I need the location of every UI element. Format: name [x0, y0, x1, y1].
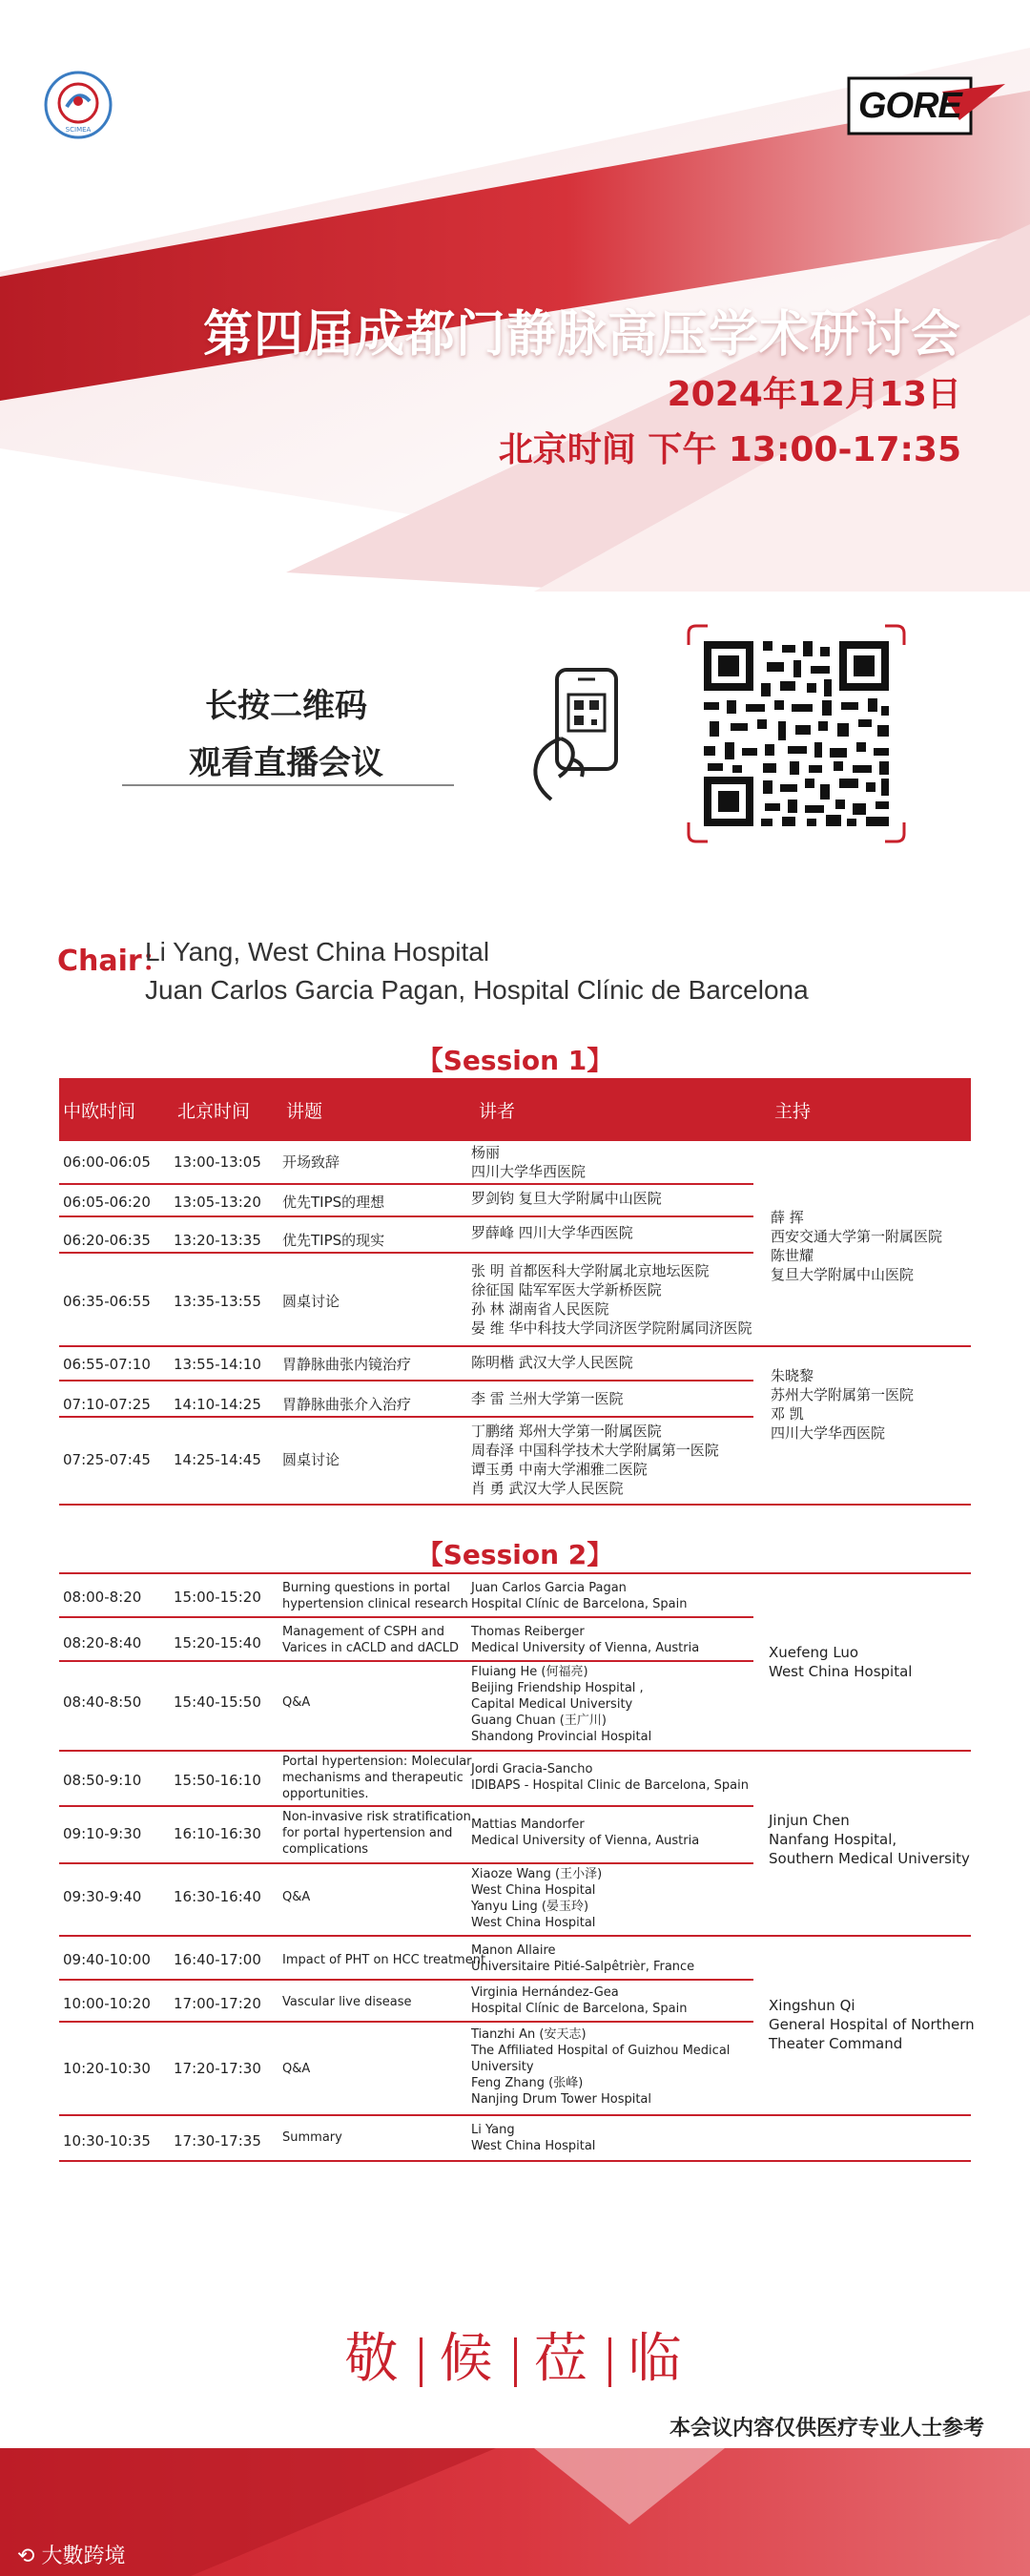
welcome-char: 莅: [533, 2328, 591, 2390]
s2-row-speaker: West China Hospital: [471, 1883, 596, 1898]
s2-host-text: Xingshun Qi: [769, 1997, 855, 2014]
s2-row-topic: Portal hypertension: Molecular: [282, 1755, 472, 1769]
session-2-title: 【Session 2】: [416, 1539, 614, 1570]
s1-row-eu-time: 06:35-06:55: [63, 1293, 151, 1310]
row-divider: [59, 1416, 753, 1418]
row-divider: [59, 1979, 753, 1981]
watermark-text: 大數跨境: [41, 2545, 126, 2568]
s1-row-speaker: 罗剑钧 复旦大学附属中山医院: [471, 1190, 662, 1207]
s2-row-speaker: Feng Zhang (张峰): [471, 2076, 584, 2090]
s2-row-time-a: 08:00-8:20: [63, 1589, 142, 1606]
s2-row-time-a: 09:10-9:30: [63, 1825, 142, 1842]
s2-row-time-b: 16:10-16:30: [174, 1825, 261, 1842]
s1-row-speaker: 张 明 首都医科大学附属北京地坛医院: [471, 1262, 710, 1279]
s2-row-time-b: 16:40-17:00: [174, 1951, 261, 1968]
s2-row-speaker: Medical University of Vienna, Austria: [471, 1641, 700, 1655]
s2-row-speaker: Yanyu Ling (晏玉玲): [471, 1900, 589, 1914]
s2-row-topic: opportunities.: [282, 1787, 369, 1801]
qr-instruction-line1: 长按二维码: [205, 687, 367, 725]
event-date: 2024年12月13日: [667, 375, 961, 414]
s2-row-time-b: 17:30-17:35: [174, 2132, 261, 2150]
s1-row-speaker: 肖 勇 武汉大学人民医院: [471, 1480, 624, 1497]
s2-host-text: Xuefeng Luo: [769, 1644, 859, 1661]
row-divider: [59, 2114, 971, 2116]
s2-row-time-b: 15:20-15:40: [174, 1634, 261, 1652]
s1-row-eu-time: 06:05-06:20: [63, 1194, 151, 1211]
s2-row-speaker: Mattias Mandorfer: [471, 1818, 585, 1832]
s2-row-speaker: University: [471, 2060, 534, 2074]
s1-host-text: 陈世耀: [771, 1247, 814, 1264]
chair-line-2: Juan Carlos Garcia Pagan, Hospital Clínic de Barcelona: [145, 975, 809, 1005]
s1-row-bj-time: 13:05-13:20: [174, 1194, 261, 1211]
s1-row-eu-time: 07:25-07:45: [63, 1451, 151, 1468]
s2-row-speaker: The Affiliated Hospital of Guizhou Medical: [471, 2044, 731, 2058]
welcome-char: 临: [628, 2328, 686, 2390]
welcome-banner: [0, 2316, 1030, 2393]
col-speaker: 讲者: [479, 1101, 516, 1122]
phone-scan-icon: [523, 664, 629, 805]
s1-row-topic: 圆桌讨论: [282, 1451, 340, 1468]
s2-row-time-a: 10:20-10:30: [63, 2060, 151, 2077]
s2-row-speaker: Manon Allaire: [471, 1943, 556, 1958]
s2-host-text: West China Hospital: [769, 1663, 913, 1680]
s1-row-speaker: 四川大学华西医院: [471, 1163, 587, 1180]
s2-row-topic: mechanisms and therapeutic: [282, 1771, 464, 1785]
s1-host-text: 薛 挥: [771, 1209, 804, 1226]
s1-row-topic: 胃静脉曲张介入治疗: [282, 1396, 412, 1413]
s2-row-topic: Non-invasive risk stratification: [282, 1810, 471, 1824]
s2-row-speaker: West China Hospital: [471, 2139, 596, 2153]
s1-row-eu-time: 06:20-06:35: [63, 1232, 151, 1249]
s2-row-time-b: 15:50-16:10: [174, 1772, 261, 1789]
s1-row-eu-time: 06:00-06:05: [63, 1153, 151, 1171]
s1-row-speaker: 丁鹏绪 郑州大学第一附属医院: [471, 1423, 662, 1440]
s2-row-speaker: Fluiang He (何福亮): [471, 1665, 588, 1679]
qr-divider: [122, 784, 454, 786]
s2-row-speaker: West China Hospital: [471, 1916, 596, 1930]
s2-row-speaker: Nanjing Drum Tower Hospital: [471, 2092, 652, 2107]
s2-row-topic: complications: [282, 1842, 369, 1857]
live-qr-code[interactable]: [687, 624, 906, 843]
row-divider: [59, 1805, 753, 1807]
s1-row-speaker: 徐征国 陆军军医大学新桥医院: [471, 1281, 662, 1298]
s2-row-speaker: Tianzhi An (安天志): [471, 2027, 587, 2042]
s2-row-speaker: IDIBAPS - Hospital Clinic de Barcelona, Spain: [471, 1778, 749, 1793]
footer-background: [0, 2448, 1030, 2576]
s2-row-time-b: 15:00-15:20: [174, 1589, 261, 1606]
s2-row-speaker: Beijing Friendship Hospital ,: [471, 1681, 644, 1695]
s1-row-eu-time: 07:10-07:25: [63, 1396, 151, 1413]
s2-row-topic: Management of CSPH and: [282, 1625, 444, 1639]
row-divider: [59, 2021, 753, 2023]
event-time: 北京时间 下午 13:00-17:35: [498, 430, 961, 469]
s2-row-topic: Varices in cACLD and dACLD: [282, 1641, 459, 1655]
row-divider: [59, 1616, 753, 1618]
s1-row-topic: 开场致辞: [282, 1153, 340, 1171]
s2-row-speaker: Guang Chuan (王广川): [471, 1714, 607, 1728]
s2-row-speaker: Xiaoze Wang (王小泽): [471, 1867, 603, 1881]
col-bj-time: 北京时间: [177, 1101, 251, 1122]
welcome-char: 候: [439, 2328, 497, 2390]
s1-row-speaker: 陈明楷 武汉大学人民医院: [471, 1354, 633, 1371]
s2-row-topic: Q&A: [282, 2062, 311, 2076]
s2-row-topic: Q&A: [282, 1695, 311, 1710]
s1-row-speaker: 晏 维 华中科技大学同济医学院附属同济医院: [471, 1319, 752, 1337]
s1-host-text: 邓 凯: [771, 1405, 804, 1423]
event-title: 第四届成都门静脉高压学术研讨会: [202, 306, 961, 364]
s1-host-text: 朱晓黎: [771, 1367, 814, 1384]
row-divider: [59, 1572, 971, 1574]
s1-row-speaker: 李 雷 兰州大学第一医院: [471, 1390, 624, 1407]
s2-row-speaker: Virginia Hernández-Gea: [471, 1985, 619, 2000]
s2-row-time-b: 15:40-15:50: [174, 1693, 261, 1711]
scimea-logo-text: SCIMEA: [65, 126, 92, 134]
s1-row-speaker: 杨丽: [471, 1144, 501, 1161]
watermark: [17, 2540, 125, 2569]
row-divider: [59, 1252, 753, 1254]
chair-line-1: Li Yang, West China Hospital: [145, 937, 490, 966]
s2-row-time-b: 16:30-16:40: [174, 1888, 261, 1905]
s1-row-topic: 胃静脉曲张内镜治疗: [282, 1356, 412, 1373]
row-divider: [59, 1345, 971, 1347]
s2-row-speaker: Thomas Reiberger: [471, 1625, 585, 1639]
s2-row-speaker: Hospital Clínic de Barcelona, Spain: [471, 1597, 688, 1611]
disclaimer-note: 本会议内容仅供医疗专业人士参考: [669, 2417, 984, 2441]
s2-row-topic: for portal hypertension and: [282, 1826, 453, 1840]
s2-row-time-a: 08:40-8:50: [63, 1693, 142, 1711]
s1-row-bj-time: 13:20-13:35: [174, 1232, 261, 1249]
qr-instruction-line2: 观看直播会议: [189, 744, 383, 782]
s2-row-time-a: 10:30-10:35: [63, 2132, 151, 2150]
s2-host-text: General Hospital of Northern: [769, 2016, 975, 2033]
row-divider: [59, 1750, 971, 1752]
s1-host-text: 四川大学华西医院: [771, 1424, 886, 1442]
s1-row-topic: 优先TIPS的现实: [282, 1232, 385, 1249]
s2-row-topic: Burning questions in portal: [282, 1581, 451, 1595]
s1-row-eu-time: 06:55-07:10: [63, 1356, 151, 1373]
s2-row-speaker: Capital Medical University: [471, 1697, 633, 1712]
row-divider: [59, 1215, 753, 1217]
s2-row-speaker: Medical University of Vienna, Austria: [471, 1834, 700, 1848]
s2-row-time-a: 08:20-8:40: [63, 1634, 142, 1652]
s2-row-topic: Summary: [282, 2130, 342, 2145]
s2-host-text: Nanfang Hospital,: [769, 1831, 897, 1848]
s2-row-speaker: Universitaire Pitié-Salpêtrièr, France: [471, 1960, 695, 1974]
s2-row-speaker: Juan Carlos Garcia Pagan: [471, 1581, 627, 1595]
gore-logo-text: GORE: [858, 86, 961, 126]
welcome-char: 敬: [344, 2328, 402, 2390]
row-divider: [59, 1380, 753, 1381]
gore-logo: [847, 76, 1007, 139]
s1-row-bj-time: 13:55-14:10: [174, 1356, 261, 1373]
scimea-logo: [42, 69, 114, 141]
chair-label: Chair：: [57, 945, 171, 978]
col-eu-time: 中欧时间: [63, 1101, 136, 1122]
s2-host-text: Jinjun Chen: [769, 1812, 850, 1829]
s2-row-topic: hypertension clinical research: [282, 1597, 468, 1611]
col-host: 主持: [774, 1101, 812, 1122]
row-divider: [59, 1660, 753, 1662]
s1-host-text: 苏州大学附属第一医院: [771, 1386, 915, 1403]
s2-row-speaker: Jordi Gracia-Sancho: [471, 1762, 593, 1776]
s1-row-speaker: 孙 林 湖南省人民医院: [471, 1300, 609, 1318]
s1-row-speaker: 罗薛峰 四川大学华西医院: [471, 1224, 633, 1241]
s2-row-time-a: 09:40-10:00: [63, 1951, 151, 1968]
s1-row-topic: 圆桌讨论: [282, 1293, 340, 1310]
s2-row-time-b: 17:20-17:30: [174, 2060, 261, 2077]
s1-row-speaker: 谭玉勇 中南大学湘雅二医院: [471, 1461, 648, 1478]
s2-row-time-a: 09:30-9:40: [63, 1888, 142, 1905]
s2-row-speaker: Shandong Provincial Hospital: [471, 1730, 652, 1744]
session-1-title: 【Session 1】: [416, 1045, 614, 1076]
row-divider: [59, 1935, 971, 1937]
s2-host-text: Theater Command: [769, 2035, 903, 2052]
s2-row-topic: Impact of PHT on HCC treatment: [282, 1953, 486, 1967]
row-divider: [59, 2160, 971, 2162]
s2-row-speaker: Hospital Clínic de Barcelona, Spain: [471, 2002, 688, 2016]
s2-row-time-b: 17:00-17:20: [174, 1995, 261, 2012]
watermark-icon: ⟲: [17, 2545, 42, 2568]
row-divider: [59, 1183, 753, 1185]
s1-host-text: 西安交通大学第一附属医院: [771, 1228, 943, 1245]
s2-host-text: Southern Medical University: [769, 1850, 970, 1867]
row-divider: [59, 1504, 971, 1506]
session-1-table-header: [59, 1078, 971, 1141]
col-topic: 讲题: [286, 1101, 323, 1122]
s1-row-bj-time: 13:35-13:55: [174, 1293, 261, 1310]
row-divider: [59, 1862, 753, 1864]
s1-host-text: 复旦大学附属中山医院: [771, 1266, 915, 1283]
s1-row-bj-time: 14:25-14:45: [174, 1451, 261, 1468]
s2-row-speaker: Li Yang: [471, 2123, 515, 2137]
s1-row-bj-time: 14:10-14:25: [174, 1396, 261, 1413]
s1-row-speaker: 周春泽 中国科学技术大学附属第一医院: [471, 1442, 719, 1459]
s2-row-time-a: 10:00-10:20: [63, 1995, 151, 2012]
s1-row-topic: 优先TIPS的理想: [282, 1194, 385, 1211]
s1-row-bj-time: 13:00-13:05: [174, 1153, 261, 1171]
s2-row-topic: Q&A: [282, 1890, 311, 1904]
s2-row-topic: Vascular live disease: [282, 1995, 412, 2009]
s2-row-time-a: 08:50-9:10: [63, 1772, 142, 1789]
